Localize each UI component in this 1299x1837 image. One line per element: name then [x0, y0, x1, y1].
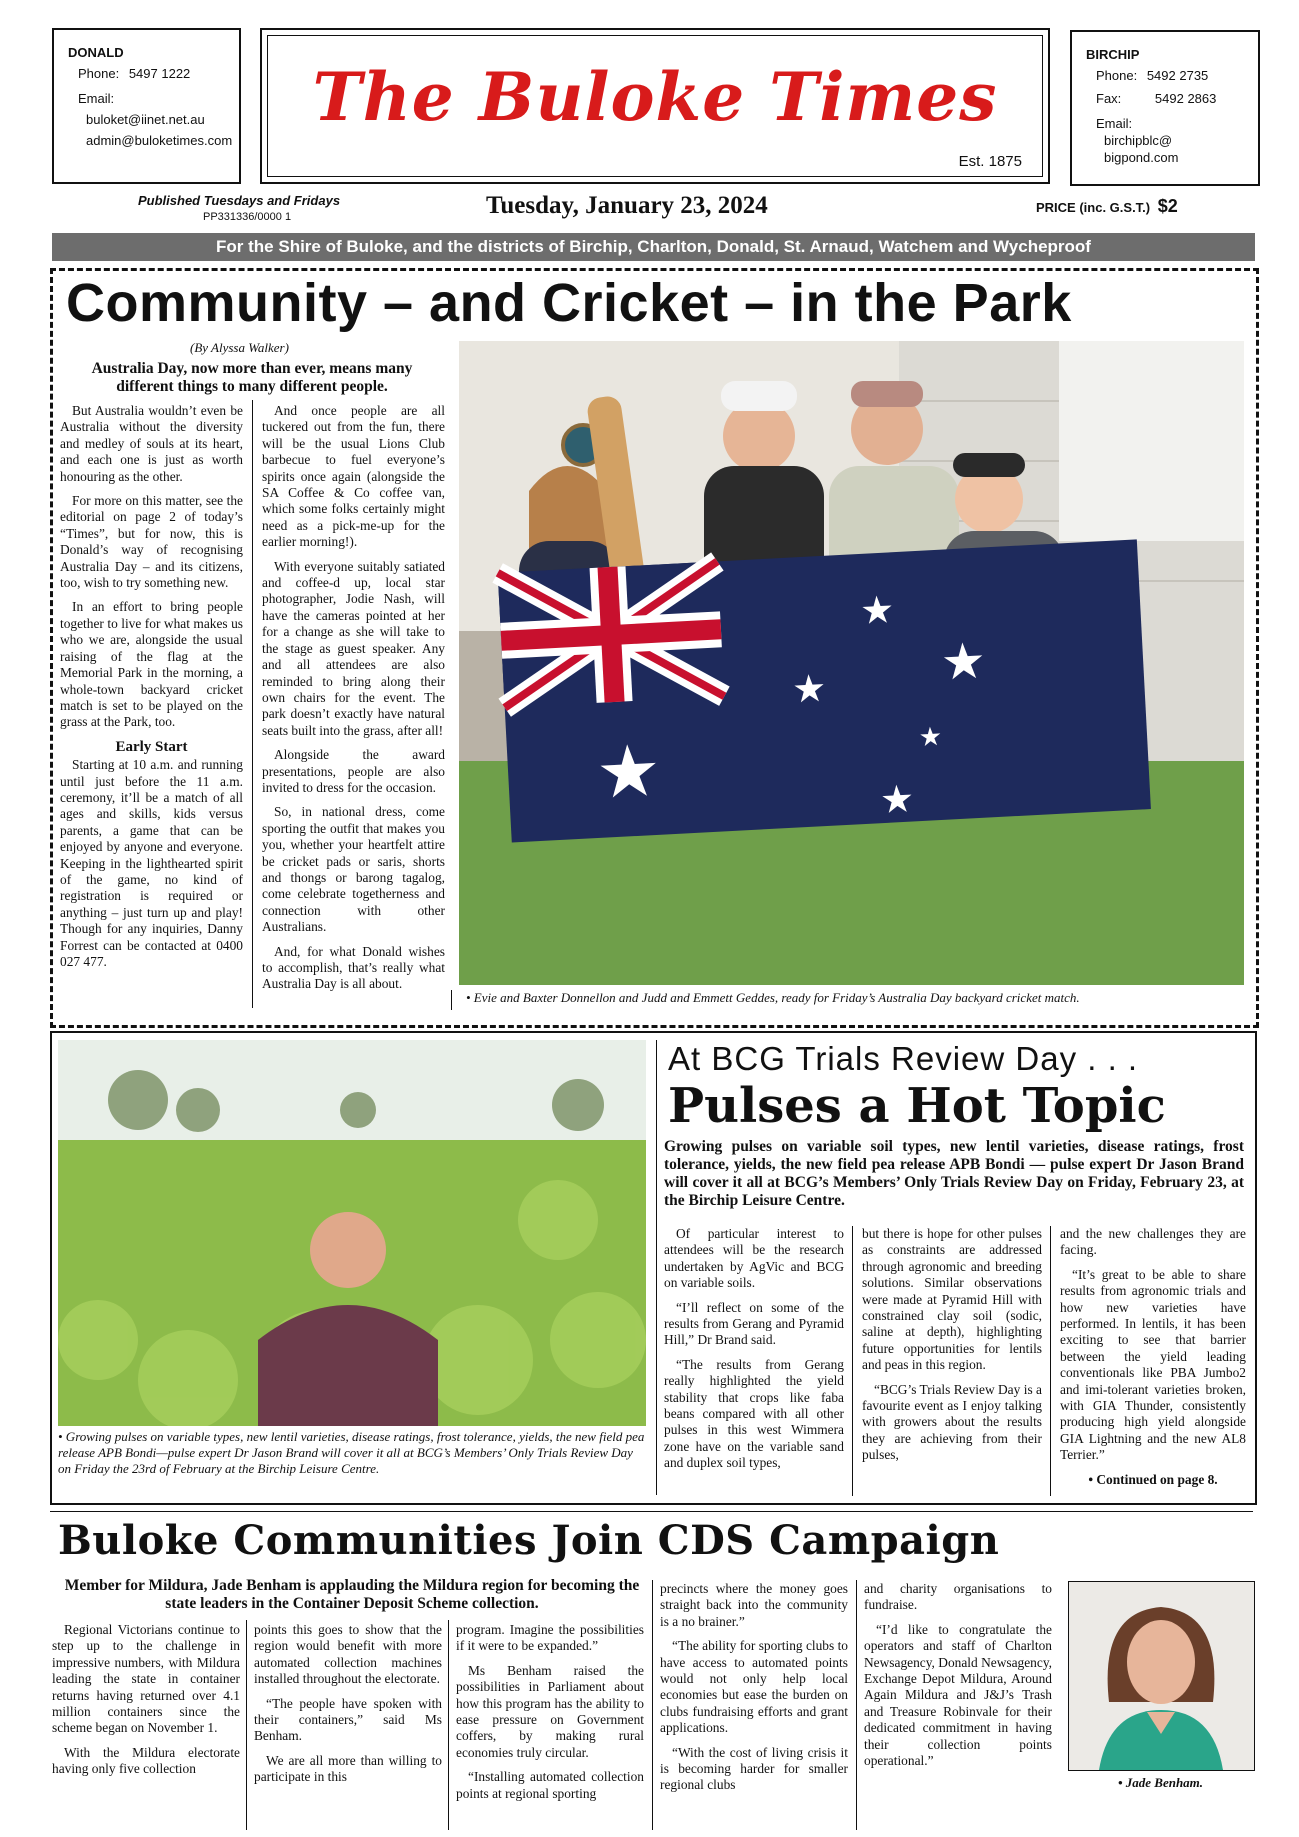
- masthead-title: The Buloke Times: [312, 58, 998, 136]
- story1-photo-caption: • Evie and Baxter Donnellon and Judd and Emmett Geddes, ready for Friday’s Australia Day backyard cricket match.: [466, 990, 1080, 1005]
- section-rule: [50, 1511, 1253, 1512]
- story1-photo: [459, 341, 1244, 985]
- story3-col3-para: Ms Benham raised the possibilities in Parliament about how this program has the ability to ease pressure on Government coffers, by making rural economies truly circular.: [456, 1662, 644, 1760]
- story2-lede: Growing pulses on variable soil types, new lentil varieties, disease ratings, frost tolerance, yields, the new field pea release APB Bondi — pulse expert Dr Jason Brand will cover it all at BCG’s Members’ Only Trials Review Day on Friday, February 23, at the Birchip Leisure Centre.: [664, 1138, 1244, 1209]
- story3-headline: Buloke Communities Join CDS Campaign: [58, 1517, 1000, 1564]
- story2-photo: [58, 1040, 646, 1426]
- svg-text:★: ★: [791, 665, 828, 712]
- birchip-label: BIRCHIP: [1086, 47, 1140, 62]
- pp-number: PP331336/0000 1: [203, 211, 292, 223]
- story1-col2-para: And once people are all tuckered out from the fun, there will be the usual Lions Club barbecue to fuel everyone’s spirits once again (alongside the SA Coffee & Co coffee van, which some folks certainly might need as a pick-me-up for the earlier morning!).: [262, 403, 445, 550]
- story3-col5-para: and charity organisations to fundraise.: [864, 1581, 1052, 1613]
- story3-col2-para: We are all more than willing to participate in this: [254, 1752, 442, 1785]
- story3-col4-para: “The ability for sporting clubs to have access to automated points would not only help local economies but ease the burden on clubs fundraising efforts and grant applications.: [660, 1638, 848, 1736]
- story3-col1-para: With the Mildura electorate having only five collection: [52, 1744, 240, 1777]
- caption-rule: [451, 990, 452, 1010]
- story1-col2-para: And, for what Donald wishes to accomplish, that’s really what Australia Day is all about.: [262, 943, 445, 992]
- story1-subhead: Early Start: [115, 738, 188, 755]
- story2-col1-para: “The results from Gerang really highlighted the yield stability that crops like faba beans compared with all other pulses in this west Wimmera zone have on the variable sand and duplex soil types,: [664, 1356, 844, 1471]
- story1-col1b-para: Starting at 10 a.m. and running until just before the 11 a.m. ceremony, it’ll be a match of all ages and skills, kids versus parents, a game that can be enjoyed by anyone and everyone. Keeping in the lighthearted spirit of the game, no kind of registration is required or anything – just turn up and play! Though for any inquiries, Danny Forrest can be contacted at 0400 027 477.: [60, 757, 243, 969]
- jade-benham-photo: [1068, 1581, 1255, 1771]
- column-rule: [856, 1580, 857, 1830]
- story1-col1-para: For more on this matter, see the editorial on page 2 of today’s “Times”, but for now, this is Donald’s way of recognising Australia Day – and its citizens, too, wish to try something new.: [60, 493, 243, 591]
- story3-col2-para: points this goes to show that the region would benefit with more automated collection machines installed throughout the electorate.: [254, 1622, 442, 1687]
- story2-col3-para: “It’s great to be able to share results from agronomic trials and how new varieties have performed. In lentils, it has been exciting to see that barrier between the yield leading conventionals like PBA Jumbo2 and imi-tolerant varieties broken, with GIA Thunder, consistently producing high yield alongside GIA Lightning and the new AL8 Terrier.”: [1060, 1266, 1246, 1463]
- story2-column-2: [862, 1226, 1042, 1472]
- price-label: PRICE (inc. G.S.T.): [1036, 200, 1151, 215]
- story2-col3-para: and the new challenges they are facing.: [1060, 1226, 1246, 1258]
- donald-phone-label: Phone:: [78, 66, 120, 81]
- story2-col2-para: but there is hope for other pulses as constraints are addressed through agronomic and breeding solutions. Similar observations were made at Pyramid Hill with constrained clay soil (sodic, saline at depth), highlighting future opportunities for lentils and peas in this region.: [862, 1226, 1042, 1373]
- story3-column-2: [254, 1622, 442, 1794]
- story3-col3-para: “Installing automated collection points at regional sporting: [456, 1769, 644, 1801]
- est-year: Est. 1875: [958, 153, 1022, 170]
- story3-column-3: [456, 1622, 644, 1810]
- svg-text:★: ★: [859, 587, 896, 633]
- story1-column-1: [60, 403, 243, 978]
- donald-contact-box: [52, 28, 241, 184]
- story2-headline: Pulses a Hot Topic: [668, 1078, 1166, 1134]
- story2-col2-para: “BCG’s Trials Review Day is a favourite event as I enjoy talking with growers about the results they are achieving from their pulses,: [862, 1381, 1042, 1463]
- svg-text:★: ★: [939, 631, 988, 692]
- story2-divider: [656, 1040, 657, 1495]
- donald-email-2[interactable]: admin@buloketimes.com: [86, 133, 233, 148]
- story3-lede: Member for Mildura, Jade Benham is applauding the Mildura region for becoming the state leaders in the Container Deposit Scheme collection.: [64, 1577, 640, 1612]
- donald-email-1[interactable]: buloket@iinet.net.au: [86, 112, 205, 127]
- story1-byline: (By Alyssa Walker): [190, 340, 289, 355]
- story1-lede: Australia Day, now more than ever, means many different things to many different people.: [91, 360, 413, 395]
- story3-column-1: [52, 1622, 240, 1786]
- story1-col1-para: In an effort to bring people together to live for what makes us who we are, alongside the usual raising of the flag at the Memorial Park in the morning, a whole-town backyard cricket match is set to be played on the grass at the Park, too.: [60, 599, 243, 730]
- column-rule: [852, 1226, 853, 1496]
- issue-date: Tuesday, January 23, 2024: [486, 192, 768, 219]
- price: $2: [1157, 196, 1178, 216]
- story2-kicker: At BCG Trials Review Day . . .: [668, 1040, 1139, 1077]
- story3-col1-para: Regional Victorians continue to step up to the challenge in impressive numbers, with Mildura leading the state in container returns having returned over 4.1 million containers since the scheme began on November 1.: [52, 1622, 240, 1736]
- story2-photo-caption: • Growing pulses on variable types, new lentil varieties, disease ratings, frost tolerance, yields, the new field pea release APB Bondi—pulse expert Dr Jason Brand will cover it all at BCG’s Members’ Only Trials Review Day on Friday the 23rd of February at the Birchip Leisure Centre.: [58, 1429, 645, 1476]
- birchip-contact-box: [1070, 30, 1260, 186]
- svg-text:★: ★: [878, 776, 916, 823]
- svg-text:★: ★: [594, 727, 663, 815]
- story3-col4-para: “With the cost of living crisis it is becoming harder for smaller regional clubs: [660, 1744, 848, 1793]
- donald-email-label: Email:: [78, 91, 115, 106]
- column-rule: [448, 1620, 449, 1830]
- column-rule: [652, 1580, 653, 1830]
- story2-column-1: [664, 1226, 844, 1480]
- birchip-email-2[interactable]: bigpond.com: [1104, 150, 1179, 165]
- story2-col1-para: Of particular interest to attendees will be the research undertaken by AgVic and BCG on variable soils.: [664, 1226, 844, 1291]
- donald-phone: 5497 1222: [128, 66, 191, 81]
- jade-benham-caption: • Jade Benham.: [1117, 1775, 1204, 1790]
- story1-col2-para: With everyone suitably satiated and coffee-d up, local star photographer, Jodie Nash, will have the cameras pointed at her for a change as she will take to the stage as guest speaker. Any and all attendees are also reminded to bring along their own chairs for the event. The park doesn’t exactly have natural seats built into the grass, after all!: [262, 558, 445, 738]
- svg-text:★: ★: [918, 721, 943, 754]
- published-schedule: Published Tuesdays and Fridays: [138, 193, 341, 208]
- column-rule: [246, 1620, 247, 1830]
- story1-column-2: [262, 403, 445, 1001]
- story2-continued[interactable]: • Continued on page 8.: [1088, 1471, 1218, 1487]
- column-rule: [1050, 1226, 1051, 1496]
- column-rule: [252, 400, 253, 1008]
- donald-label: DONALD: [68, 45, 124, 60]
- story3-col5-para: “I’d like to congratulate the operators and staff of Charlton Newsagency, Donald Newsagency, Exchange Depot Mildura, Around Again Mildura and J&J’s Trash and Treasure Robinvale for their dedicated commitment in having their collection points operational.”: [864, 1621, 1052, 1769]
- birchip-phone: 5492 2735: [1146, 68, 1209, 83]
- story3-col3-para: program. Imagine the possibilities if it were to be expanded.”: [456, 1622, 644, 1654]
- story1-col2-para: Alongside the award presentations, people are also invited to dress for the occasion.: [262, 747, 445, 795]
- story2-col1-para: “I’ll reflect on some of the results from Gerang and Pyramid Hill,” Dr Brand said.: [664, 1299, 844, 1348]
- story3-column-5: [864, 1581, 1052, 1777]
- masthead: [260, 28, 1050, 184]
- story2-column-3: [1060, 1226, 1246, 1488]
- story3-col4-para: precincts where the money goes straight back into the community is a no brainer.”: [660, 1581, 848, 1629]
- birchip-phone-label: Phone:: [1096, 68, 1138, 83]
- birchip-fax-label: Fax:: [1096, 91, 1122, 106]
- story1-col1-para: But Australia wouldn’t even be Australia without the diversity and medley of souls at its heart, and each one is just as worth honouring as the other.: [60, 403, 243, 484]
- birchip-email-1[interactable]: birchipblc@: [1104, 133, 1173, 148]
- birchip-email-label: Email:: [1096, 116, 1133, 131]
- story3-column-4: [660, 1581, 848, 1802]
- story1-headline: Community – and Cricket – in the Park: [66, 273, 1072, 333]
- story3-col2-para: “The people have spoken with their containers,” said Ms Benham.: [254, 1695, 442, 1744]
- birchip-fax: 5492 2863: [1154, 91, 1217, 106]
- coverage-banner: For the Shire of Buloke, and the districts of Birchip, Charlton, Donald, St. Arnaud, Watchem and Wycheproof: [52, 233, 1255, 261]
- story1-col2-para: So, in national dress, come sporting the outfit that makes you you, whether your heartfelt attire be cricket pads or saris, shorts and thongs or barong tagalog, come celebrate togetherness and connection with other Australians.: [262, 804, 445, 935]
